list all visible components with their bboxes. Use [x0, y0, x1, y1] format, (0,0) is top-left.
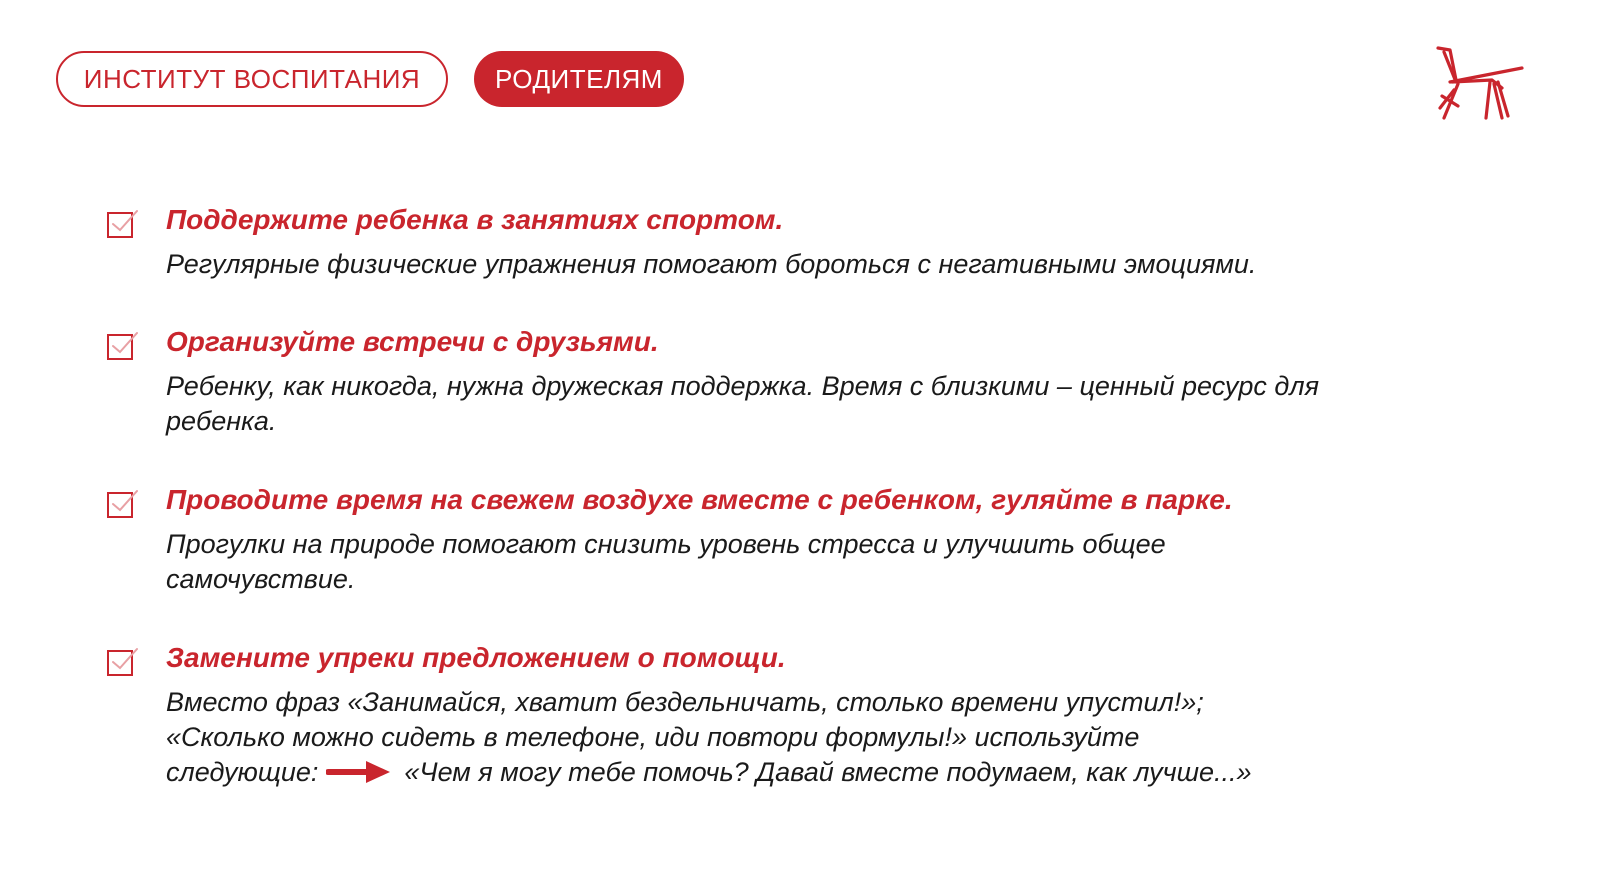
tip-title: Поддержите ребенка в занятиях спортом. — [166, 204, 784, 235]
tip-text — [166, 685, 1496, 790]
tip-text-line — [166, 755, 1496, 790]
tip-text: Ребенку, как никогда, нужна дружеская поддержка. Время с близкими – ценный ресурс для ребенка. — [166, 371, 1320, 436]
tip-title: Проводите время на свежем воздухе вместе с ребенком, гуляйте в парке. — [166, 484, 1233, 515]
institute-tag: ИНСТИТУТ ВОСПИТАНИЯ — [56, 51, 448, 107]
checkbox-icon — [106, 209, 140, 239]
tip-text: Регулярные физические упражнения помогают бороться с негативными эмоциями. — [166, 249, 1257, 279]
tip-title: Организуйте встречи с друзьями. — [166, 326, 659, 357]
tip-title: Замените упреки предложением о помощи. — [166, 642, 786, 673]
tip-text: Прогулки на природе помогают снизить уровень стресса и улучшить общее самочувствие. — [166, 529, 1166, 594]
parents-tag: РОДИТЕЛЯМ — [474, 51, 684, 107]
tip-text-segment: следующие: — [166, 757, 319, 787]
checkbox-icon — [106, 489, 140, 519]
arrow-right-icon — [326, 759, 392, 785]
checkbox-icon — [106, 647, 140, 677]
tip-text-segment: «Чем я могу тебе помочь? Давай вместе подумаем, как лучше...» — [404, 757, 1252, 787]
checkbox-icon — [106, 331, 140, 361]
tip-text-line: «Сколько можно сидеть в телефоне, иди повтори формулы!» используйте — [166, 722, 1140, 752]
chair-logo-icon — [1430, 44, 1526, 122]
tip-text-line: Вместо фраз «Занимайся, хватит бездельничать, столько времени упустил!»; — [166, 687, 1204, 717]
